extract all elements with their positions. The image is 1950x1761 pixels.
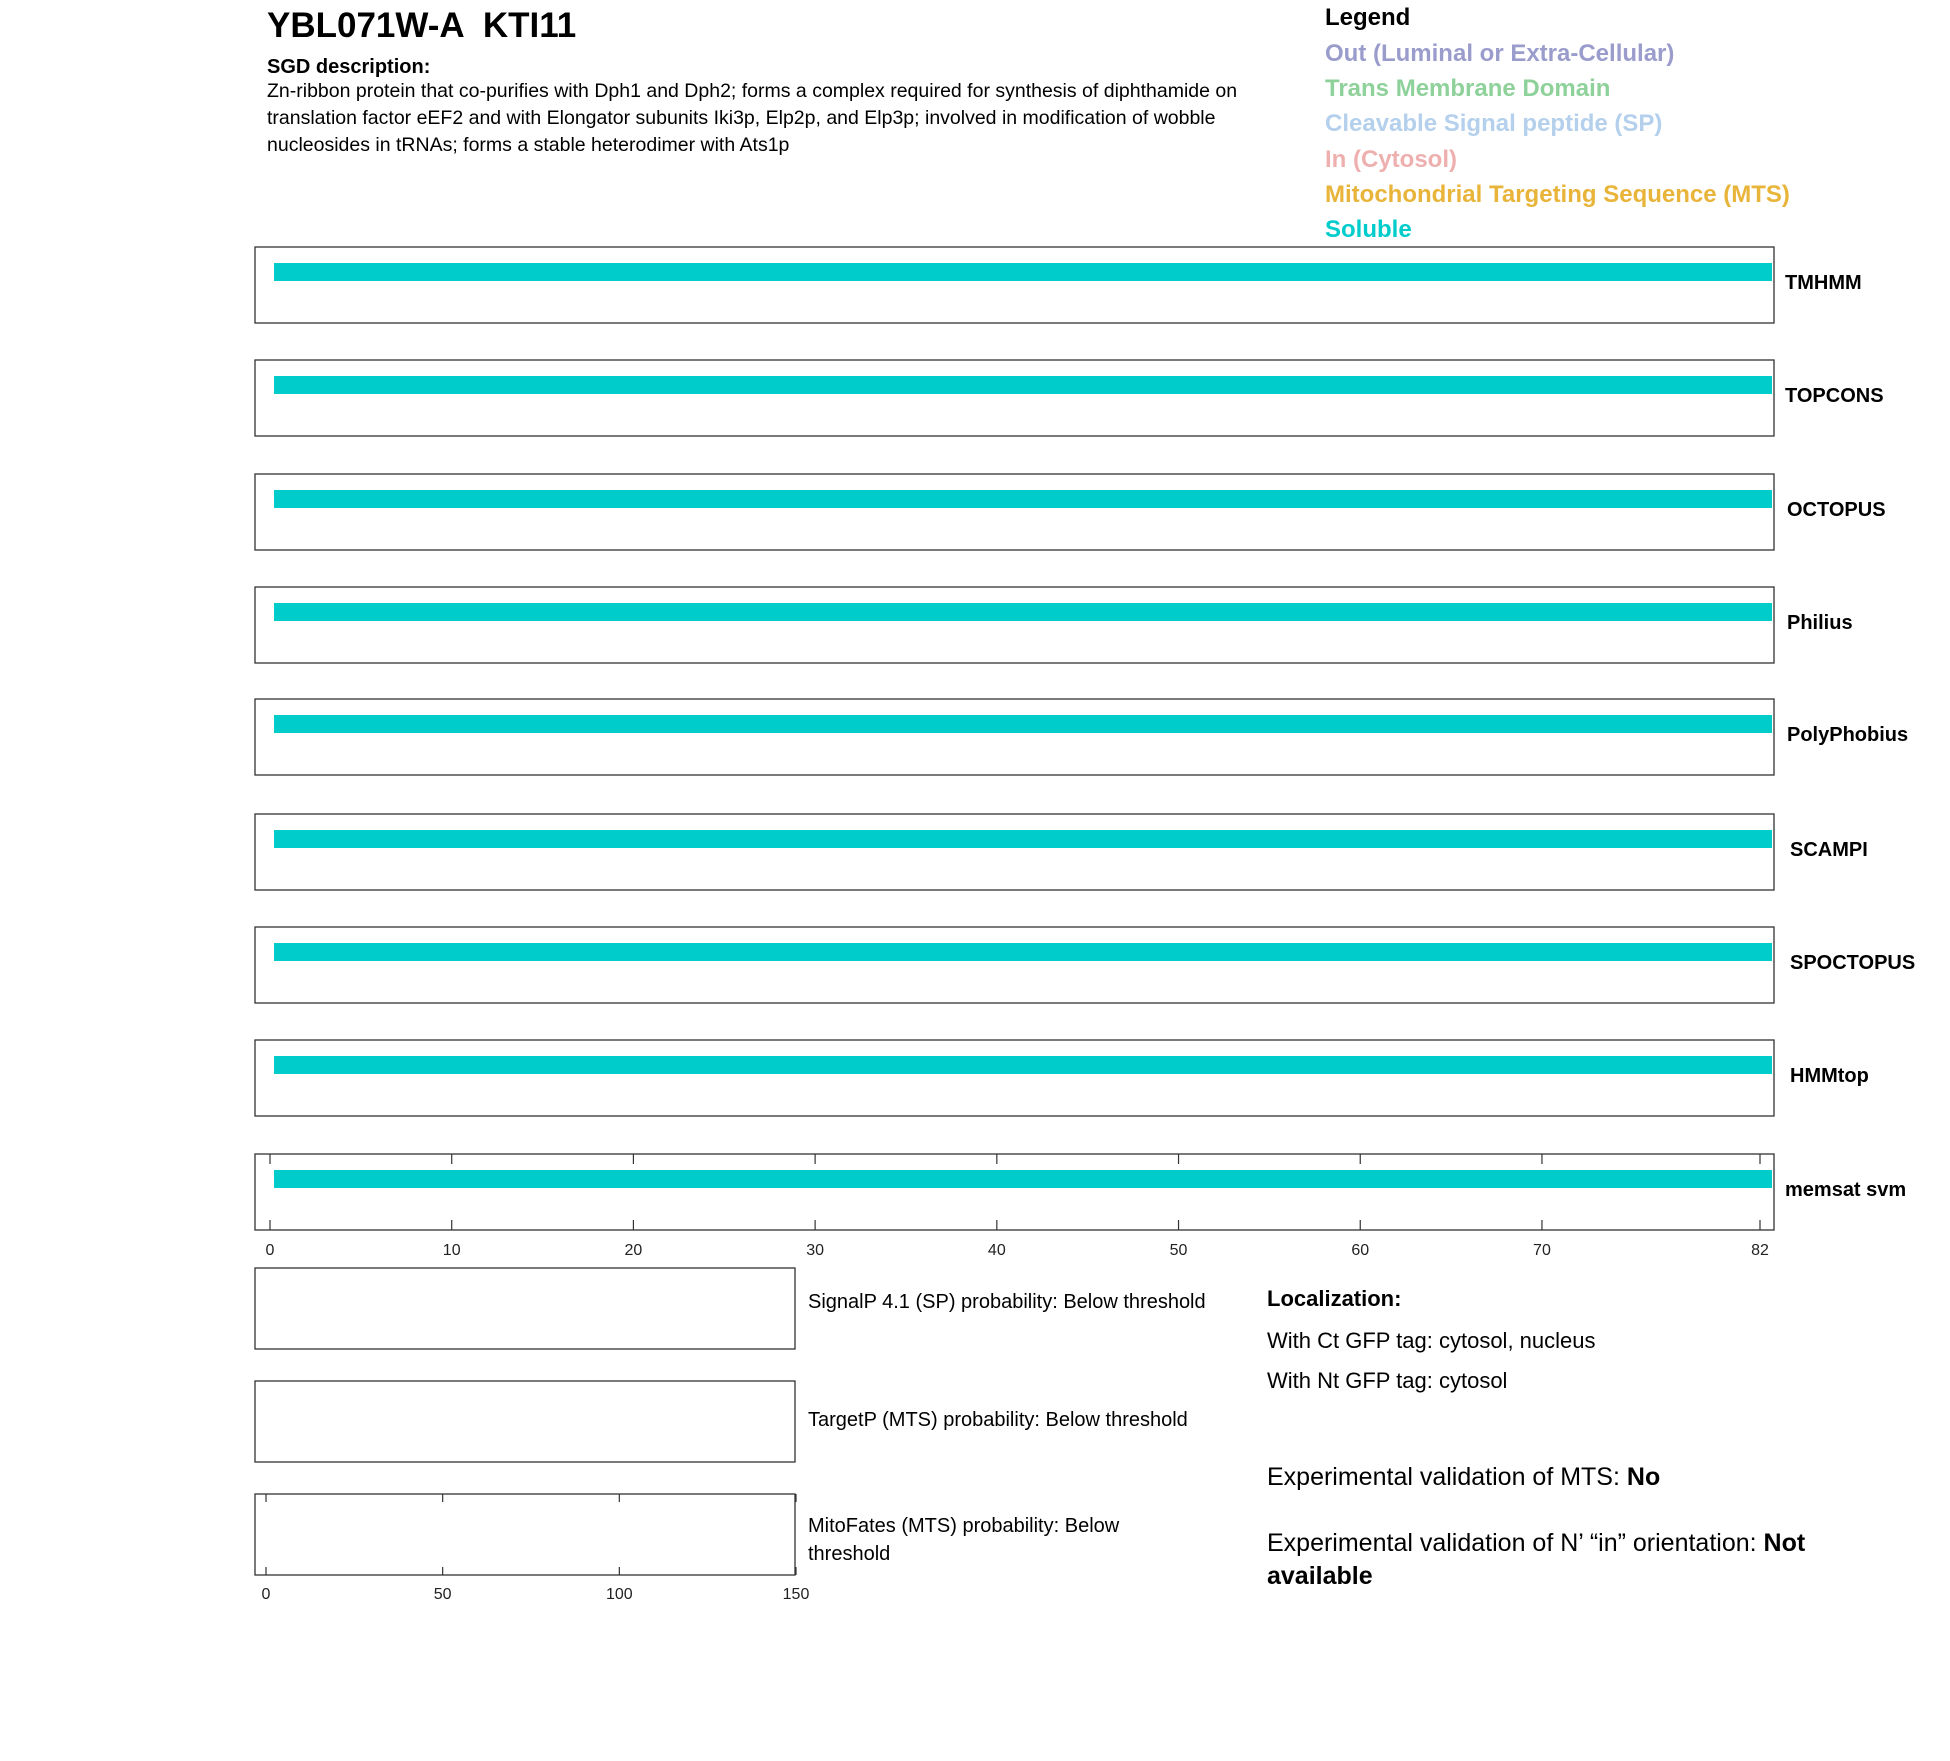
sgd-description-label: SGD description: <box>267 56 431 78</box>
legend-item-tm: Trans Membrane Domain <box>1325 75 1611 102</box>
x-tick-label: 20 <box>624 1242 643 1259</box>
track-label-topcons: TOPCONS <box>1785 385 1884 407</box>
track-label-philius: Philius <box>1787 612 1853 634</box>
segment-bar-topcons <box>274 376 1772 394</box>
track-box-hmmtop <box>255 1040 1774 1116</box>
probability-panel-box <box>255 1268 795 1349</box>
segment-bar-octopus <box>274 490 1772 508</box>
legend-item-soluble: Soluble <box>1325 216 1412 243</box>
track-label-memsat-svm: memsat svm <box>1785 1179 1907 1201</box>
track-label-tmhmm: TMHMM <box>1785 272 1862 294</box>
probability-panel-box <box>255 1494 795 1575</box>
gene-id: YBL071W-A <box>267 6 464 45</box>
validation-mts-value: No <box>1626 1463 1661 1491</box>
track-box-topcons <box>255 360 1774 436</box>
x-tick-label: 40 <box>987 1242 1006 1259</box>
x-tick-label: 0 <box>265 1242 275 1259</box>
targetp-label: TargetP (MTS) probability: Below threshold <box>808 1409 1188 1431</box>
segment-bar-scampi <box>274 830 1772 848</box>
legend-title: Legend <box>1325 4 1411 31</box>
validation-nin <box>1267 1527 1867 1593</box>
localization-ct-gfp: With Ct GFP tag: cytosol, nucleus <box>1267 1328 1596 1353</box>
segment-bar-polyphobius <box>274 715 1772 733</box>
track-box-tmhmm <box>255 247 1774 323</box>
track-label-spoctopus: SPOCTOPUS <box>1790 952 1916 974</box>
segment-bar-tmhmm <box>274 263 1772 281</box>
validation-mts <box>1267 1461 1867 1494</box>
prob-x-tick-label: 150 <box>782 1586 810 1603</box>
segment-bar-philius <box>274 603 1772 621</box>
prob-x-tick-label: 0 <box>261 1586 271 1603</box>
prob-x-tick-label: 100 <box>605 1586 633 1603</box>
localization-title: Localization: <box>1267 1286 1402 1311</box>
track-box-memsat-svm <box>255 1154 1774 1230</box>
track-box-spoctopus <box>255 927 1774 1003</box>
localization-nt-gfp: With Nt GFP tag: cytosol <box>1267 1368 1508 1393</box>
validation-nin-value: Not available <box>1267 1529 1806 1590</box>
track-label-scampi: SCAMPI <box>1790 839 1868 861</box>
x-tick-label: 70 <box>1533 1242 1551 1259</box>
validation-nin-prefix: Experimental validation of N’ “in” orientation: <box>1267 1529 1764 1557</box>
x-tick-label: 50 <box>1169 1242 1188 1259</box>
probability-panel-box <box>255 1381 795 1462</box>
legend-item-in: In (Cytosol) <box>1325 146 1457 173</box>
x-tick-label: 82 <box>1751 1242 1769 1259</box>
sgd-description-text: Zn-ribbon protein that co-purifies with Dph1 and Dph2; forms a complex required for synthesis of diphthamide on translation factor eEF2 and with Elongator subunits Iki3p, Elp2p, and Elp3p; involved in modification of wobble nucleosides in tRNAs; forms a stable heterodimer with Ats1p <box>267 80 1238 156</box>
segment-bar-hmmtop <box>274 1056 1772 1074</box>
track-label-polyphobius: PolyPhobius <box>1787 724 1909 746</box>
x-tick-label: 60 <box>1351 1242 1370 1259</box>
validation-mts-prefix: Experimental validation of MTS: <box>1267 1463 1627 1491</box>
segment-bar-spoctopus <box>274 943 1772 961</box>
track-label-hmmtop: HMMtop <box>1790 1065 1869 1087</box>
track-box-polyphobius <box>255 699 1774 775</box>
segment-bar-memsat-svm <box>274 1170 1772 1188</box>
legend-item-sp: Cleavable Signal peptide (SP) <box>1325 110 1663 137</box>
x-tick-label: 10 <box>442 1242 461 1259</box>
track-box-philius <box>255 587 1774 663</box>
x-tick-label: 30 <box>806 1242 825 1259</box>
signalp-label: SignalP 4.1 (SP) probability: Below threshold <box>808 1291 1206 1313</box>
legend-item-out: Out (Luminal or Extra-Cellular) <box>1325 40 1675 67</box>
track-box-octopus <box>255 474 1774 550</box>
track-label-octopus: OCTOPUS <box>1787 499 1886 521</box>
legend-item-mts: Mitochondrial Targeting Sequence (MTS) <box>1325 181 1790 208</box>
mitofates-label: MitoFates (MTS) probability: Below threshold <box>808 1515 1120 1565</box>
prob-x-tick-label: 50 <box>433 1586 452 1603</box>
gene-name: KTI11 <box>482 6 577 45</box>
track-box-scampi <box>255 814 1774 890</box>
